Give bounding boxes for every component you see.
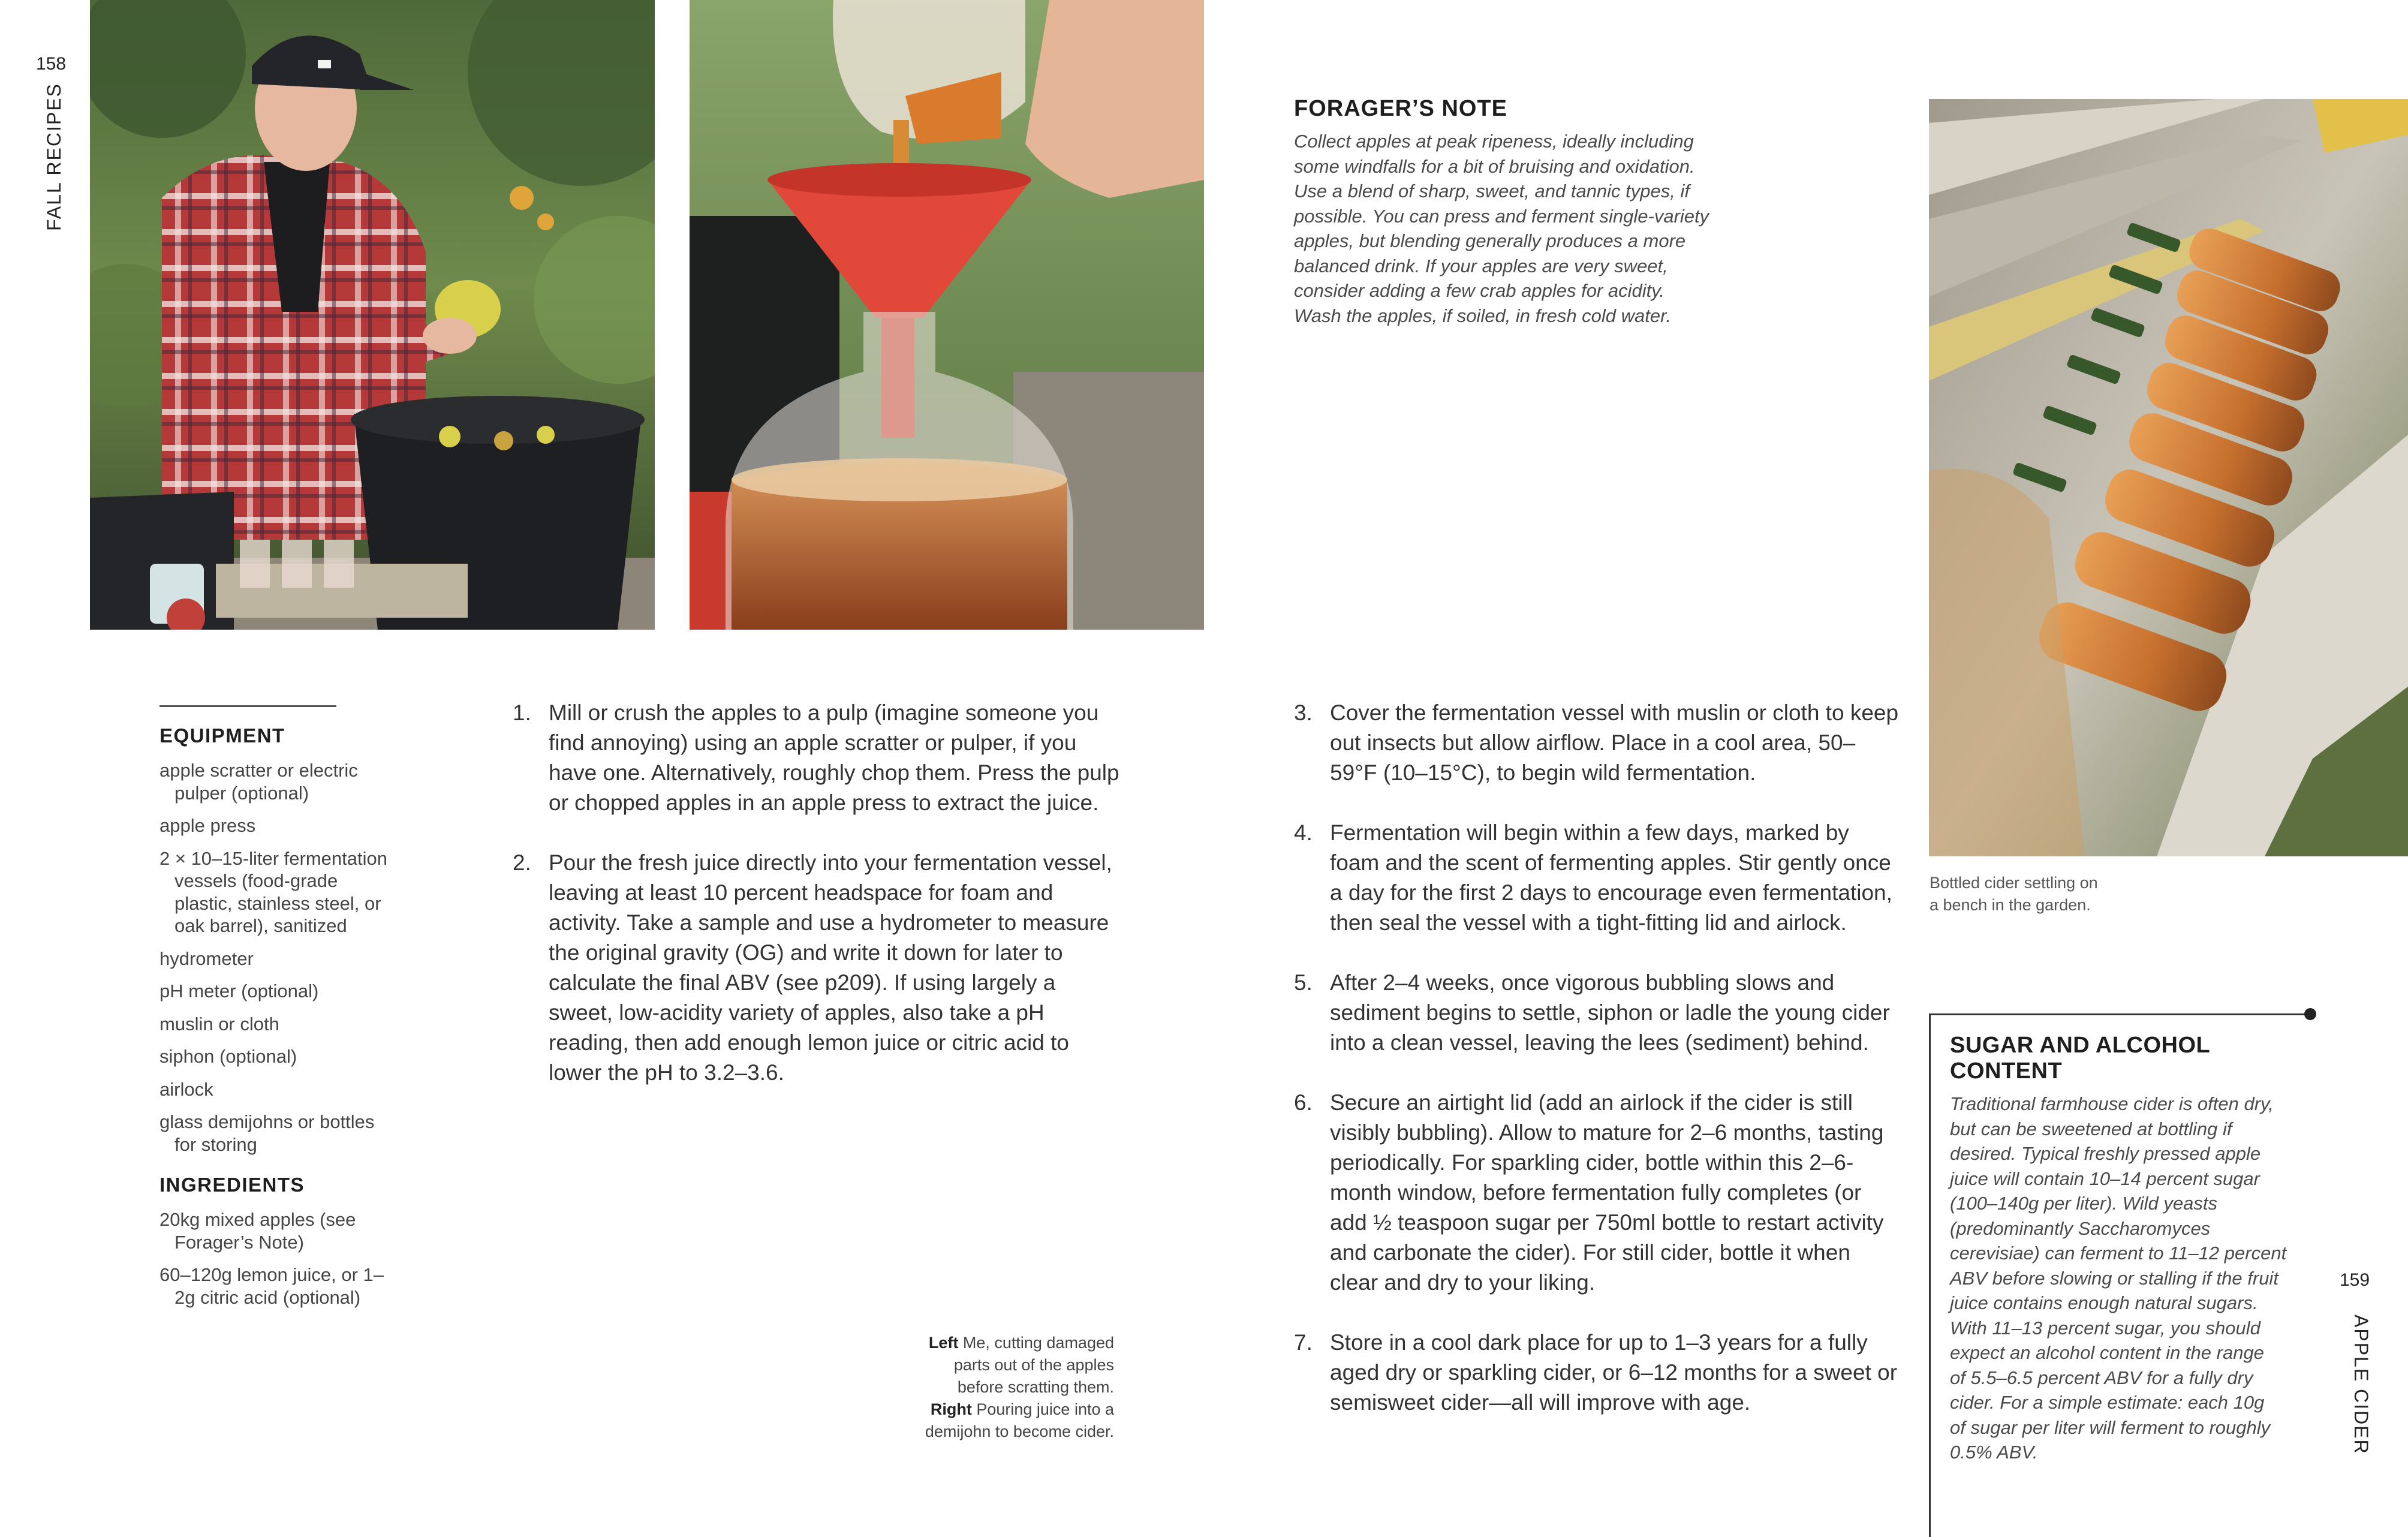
foragers-note: [1294, 96, 1792, 328]
sidebar-body: Traditional farmhouse cider is often dry, but can be sweetened at bottling if desired. Typical freshly pressed apple juice will contain 10–14 percent sugar (100–140g per liter). Wild yeasts (predominantly Saccharomyces cerevisiae) can ferment to 11–12 percent ABV before slowing or stalling if the fruit juice contains enough natural sugars. With 11–13 percent sugar, you should expect an alcohol content in the range of 5.5–6.5 percent ABV for a fully dry cider. For a simple estimate: each 10g of sugar per liter will ferment to roughly 0.5% ABV.: [1950, 1093, 2287, 1463]
equipment-divider: [159, 705, 336, 707]
photo-bottled-cider-on-bench: [1929, 99, 2408, 856]
running-head-right: APPLE CIDER: [2350, 1315, 2372, 1455]
step-item: 3. Cover the fermentation vessel with muslin or cloth to keep out insects but allow airflow. Place in a cool area, 50–59°F (10–15°C), to begin wild fermentation.: [1294, 700, 1899, 785]
list-item: hydrometer: [159, 948, 254, 969]
sidebar-content: [1950, 1033, 2310, 1465]
list-item: muslin or cloth: [159, 1013, 279, 1034]
equipment-section: [159, 724, 387, 1319]
list-item: 2 × 10–15-liter fermentation vessels (food-grade plastic, stainless steel, or oak barrel), sanitized: [159, 847, 387, 936]
step-item: 5. After 2–4 weeks, once vigorous bubbling slows and sediment begins to settle, siphon or ladle the young cider into a clean vessel, leaving the lees (sediment) behind.: [1294, 970, 1890, 1055]
step-item: 7. Store in a cool dark place for up to 1–3 years for a fully aged dry or sparkling cider, or 6–12 months for a sweet or semisweet cider—all will improve with age.: [1294, 1330, 1898, 1415]
sidebar-title: SUGAR AND ALCOHOL CONTENT: [1950, 1033, 2210, 1084]
list-item: siphon (optional): [159, 1046, 297, 1067]
foragers-note-title: FORAGER’S NOTE: [1294, 96, 1508, 121]
list-item: airlock: [159, 1078, 213, 1100]
page-number-right: 159: [2340, 1270, 2370, 1290]
list-item: glass demijohns or bottles for storing: [159, 1111, 375, 1155]
list-item: apple scratter or electric pulper (optional): [159, 760, 358, 804]
photo-man-cutting-apples: [90, 0, 655, 630]
list-item: 60–120g lemon juice, or 1–2g citric acid (optional): [159, 1264, 384, 1308]
equipment-list: [159, 759, 387, 1156]
ingredients-title: INGREDIENTS: [159, 1174, 305, 1196]
sidebar-corner-dot: [2304, 1008, 2316, 1020]
list-item: 20kg mixed apples (see Forager’s Note): [159, 1209, 356, 1253]
step-item: 2. Pour the fresh juice directly into your fermentation vessel, leaving at least 10 percent headspace for foam and activity. Take a sample and use a hydrometer to measure the original gravity (OG) and write it down for later to calculate the final ABV (see p209). If using largely a sweet, low-acidity variety of apples, also take a pH reading, then add enough lemon juice or citric acid to lower the pH to 3.2–3.6.: [513, 850, 1112, 1085]
step-item: 4. Fermentation will begin within a few days, marked by foam and the scent of fermenting apples. Stir gently once a day for the first 2 days to encourage even fermentation, then seal the vessel with a tight-fitting lid and airlock.: [1294, 820, 1892, 935]
step-item: 1. Mill or crush the apples to a pulp (imagine someone you find annoying) using an apple scratter or pulper, if you have one. Alternatively, roughly chop them. Press the pulp or chopped apples in an apple press to extract the juice.: [513, 700, 1119, 815]
list-item: pH meter (optional): [159, 980, 319, 1001]
bottle-photo-caption: Bottled cider settling on a bench in the garden.: [1930, 874, 2098, 914]
page-number-left: 158: [36, 54, 67, 74]
photo-caption: Left Me, cutting damaged parts out of the apples before scratting them. Right Pouring juice into a demijohn to become cider.: [925, 1334, 1114, 1440]
running-head-left: FALL RECIPES: [43, 83, 65, 231]
step-item: 6. Secure an airtight lid (add an airlock if the cider is still visibly bubbling). Allow to mature for 2–6 months, tasting periodically. For sparkling cider, bottle within this 2–6-month window, before fermentation fully completes (or add ½ teaspoon sugar per 750ml bottle to restart activity and carbonate the cider). For still cider, bottle it when clear and dry to your liking.: [1294, 1090, 1884, 1295]
steps-left-column: [513, 698, 1121, 1118]
ingredients-list: [159, 1208, 387, 1309]
photo-pouring-juice-into-demijohn: [690, 0, 1204, 630]
equipment-title: EQUIPMENT: [159, 724, 285, 747]
list-item: apple press: [159, 815, 256, 836]
steps-right-column: [1294, 698, 1900, 1448]
foragers-note-body: Collect apples at peak ripeness, ideally including some windfalls for a bit of bruising and oxidation. Use a blend of sharp, sweet, and tannic types, if possible. You can press and ferment single-variety apples, but blending generally produces a more balanced drink. If your apples are very sweet, consider adding a few crab apples for acidity. Wash the apples, if soiled, in fresh cold water.: [1294, 131, 1709, 326]
